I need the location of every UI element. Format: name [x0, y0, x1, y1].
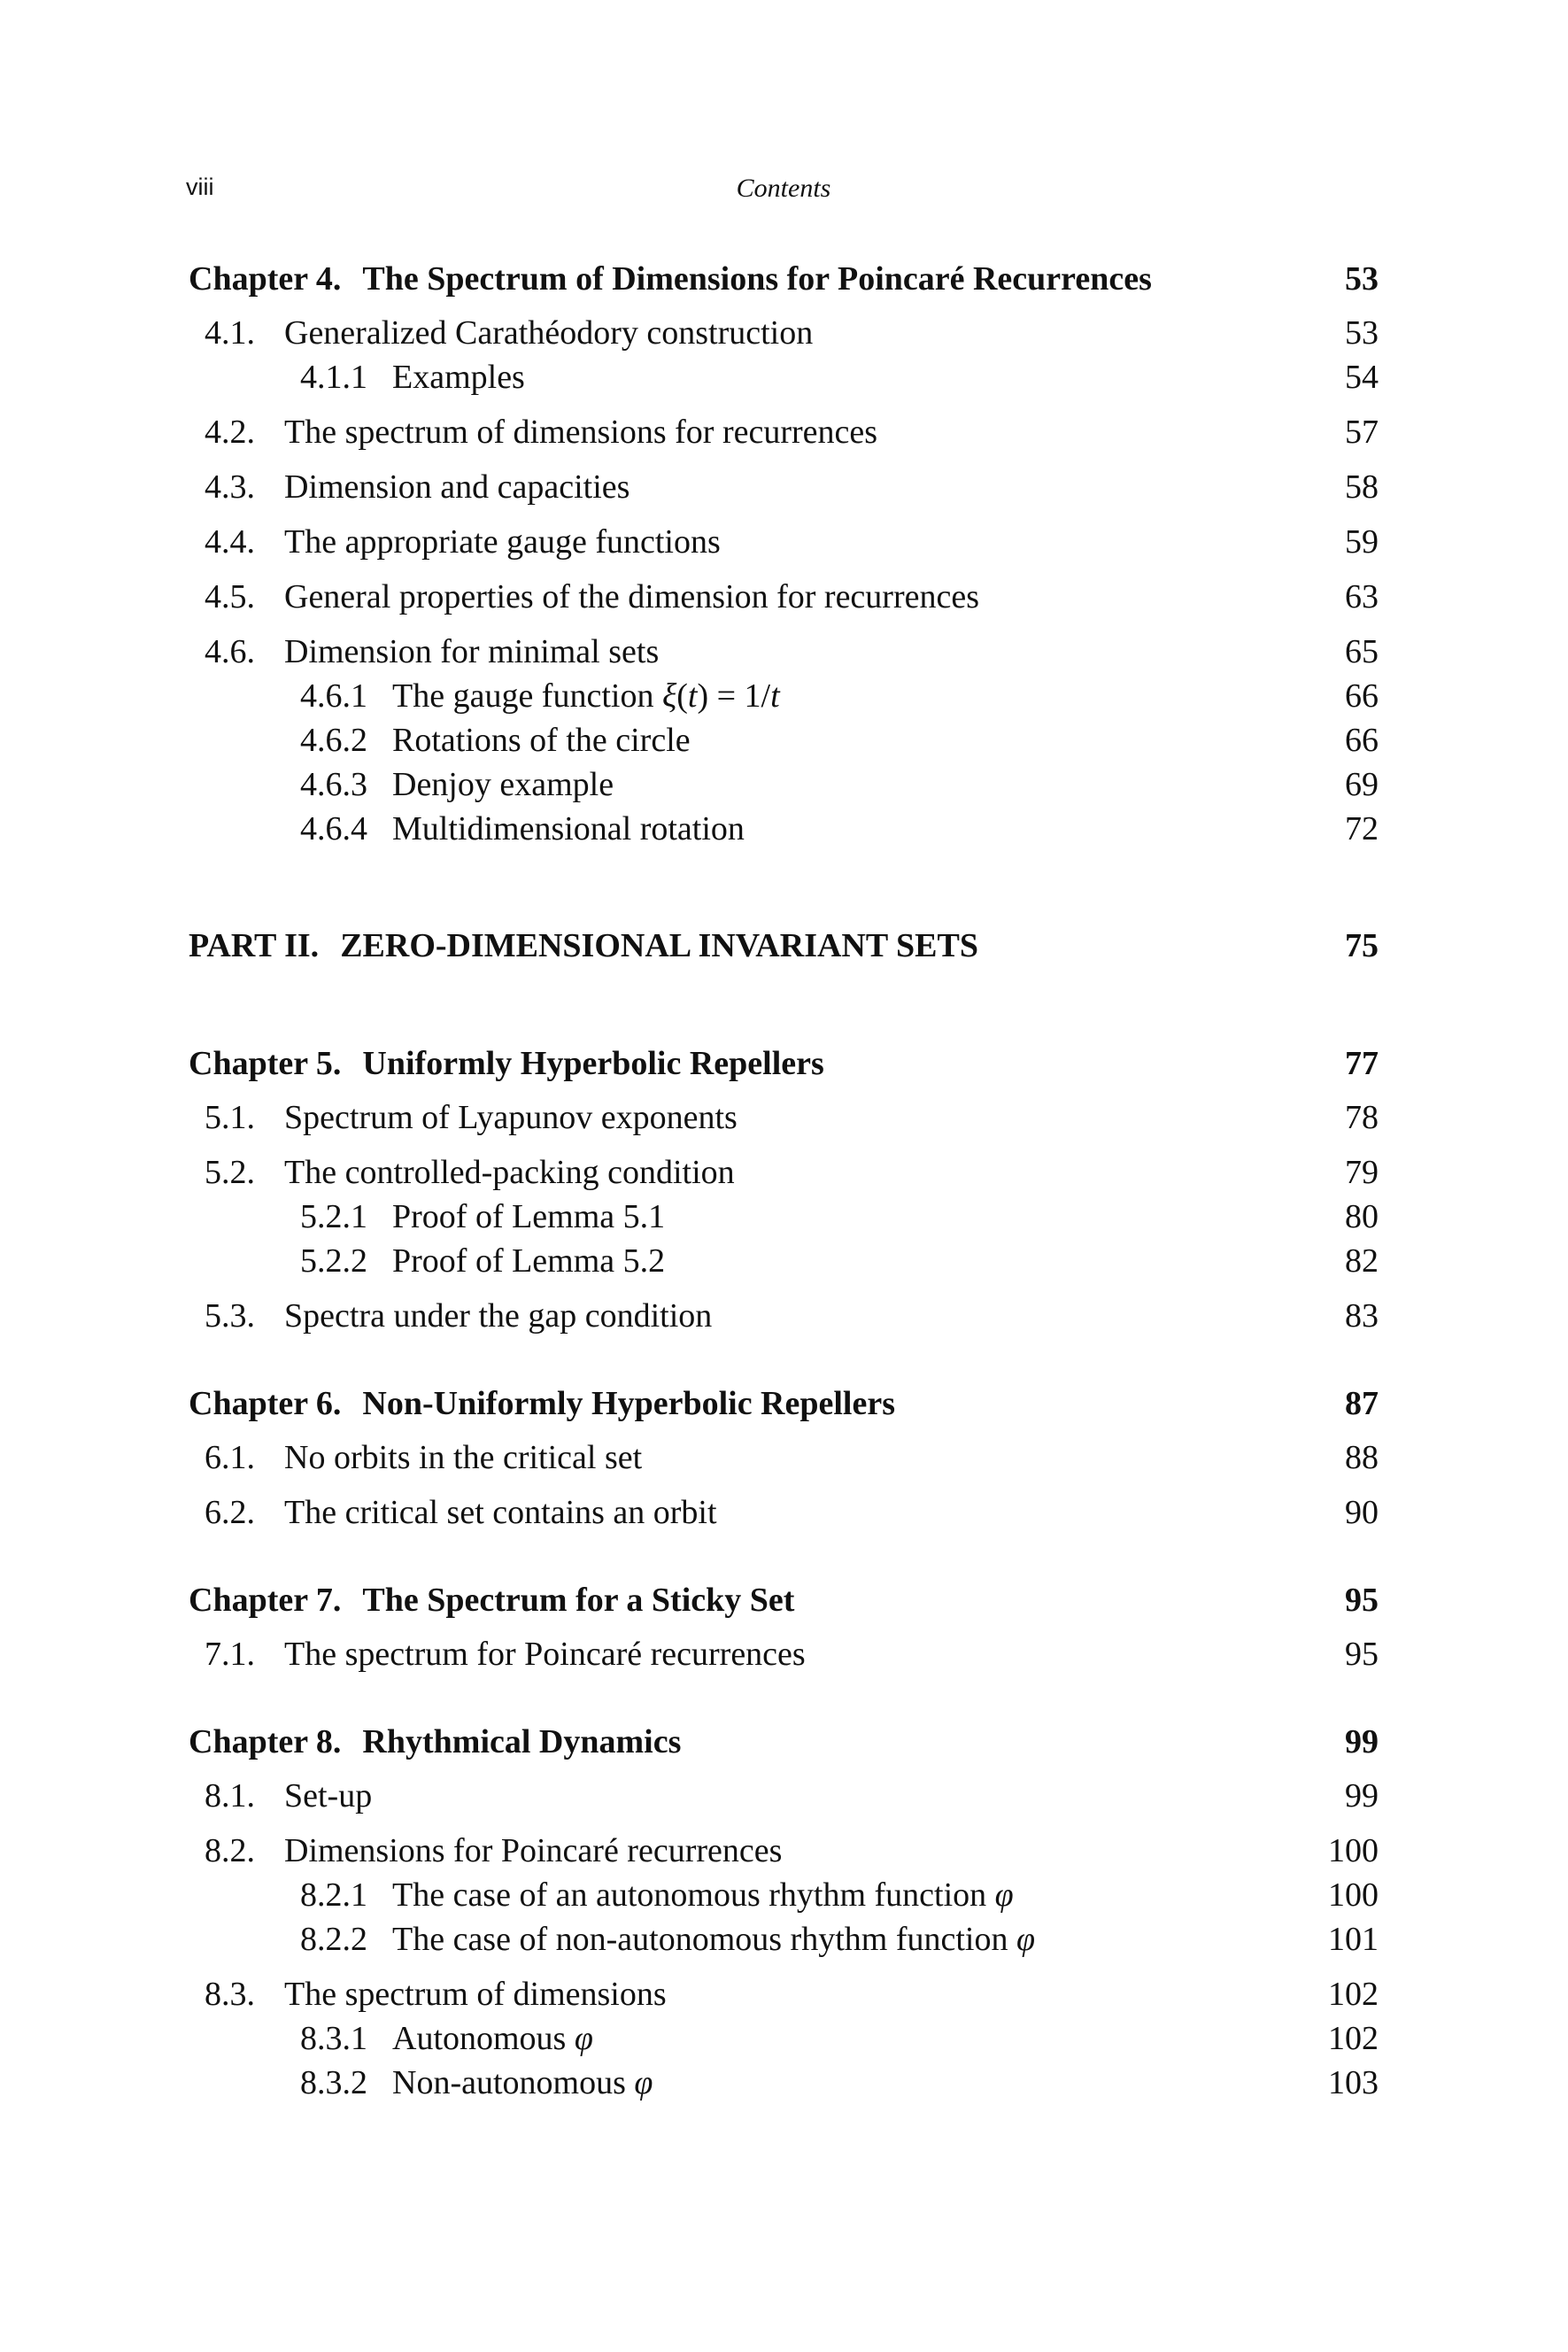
- entry-title: Uniformly Hyperbolic Repellers: [362, 1045, 824, 1082]
- entry-title: Spectra under the gap condition: [284, 1297, 713, 1335]
- entry-page: 53: [1345, 260, 1379, 298]
- entry-title: Spectrum of Lyapunov exponents: [284, 1099, 738, 1136]
- entry-title: Non-autonomous φ: [392, 2064, 653, 2101]
- entry-page: 65: [1345, 633, 1379, 670]
- entry-page: 58: [1345, 468, 1379, 506]
- toc-entry-chapter: [189, 1041, 1379, 1087]
- entry-number: 6.2.: [205, 1494, 255, 1531]
- entry-number: Chapter 4.: [189, 260, 342, 298]
- toc-entry-chapter: [189, 1381, 1379, 1427]
- entry-number: 4.6.4: [300, 810, 367, 847]
- entry-page: 102: [1328, 2020, 1379, 2057]
- entry-page: 83: [1345, 1297, 1379, 1335]
- toc-entry-subsection: [189, 2015, 1379, 2062]
- toc-entry-section: [189, 1773, 1379, 1819]
- entry-number: 4.5.: [205, 578, 255, 615]
- toc-entry-section: [189, 519, 1379, 565]
- entry-number: 5.2.2: [300, 1242, 367, 1280]
- toc-entry-section: [189, 1095, 1379, 1141]
- entry-number: 8.1.: [205, 1777, 255, 1814]
- toc-entry-section: [189, 1435, 1379, 1481]
- toc-entry-section: [189, 464, 1379, 510]
- entry-title: The Spectrum of Dimensions for Poincaré Recurrences: [362, 260, 1152, 298]
- toc-entry-section: [189, 629, 1379, 675]
- entry-page: 54: [1345, 359, 1379, 396]
- toc-entry-subsection: [189, 1194, 1379, 1240]
- toc-entry-subsection: [189, 1238, 1379, 1284]
- table-of-contents: [189, 0, 1379, 2352]
- toc-entry-chapter: [189, 1719, 1379, 1765]
- toc-entry-section: [189, 1489, 1379, 1536]
- entry-number: 4.6.2: [300, 722, 367, 759]
- entry-page: 103: [1328, 2064, 1379, 2101]
- entry-number: 4.2.: [205, 414, 255, 451]
- entry-title: Autonomous φ: [392, 2020, 593, 2057]
- entry-page: 72: [1345, 810, 1379, 847]
- entry-title: No orbits in the critical set: [284, 1439, 643, 1476]
- entry-number: Chapter 6.: [189, 1385, 342, 1422]
- entry-title: ZERO-DIMENSIONAL INVARIANT SETS: [340, 927, 978, 964]
- toc-entry-subsection: [189, 2060, 1379, 2106]
- entry-page: 77: [1345, 1045, 1379, 1082]
- entry-title: The controlled-packing condition: [284, 1154, 735, 1191]
- toc-entry-section: [189, 1828, 1379, 1874]
- entry-title: Proof of Lemma 5.2: [392, 1242, 666, 1280]
- entry-page: 75: [1345, 927, 1379, 964]
- toc-entry-section: [189, 1293, 1379, 1339]
- entry-number: 7.1.: [205, 1636, 255, 1673]
- entry-number: 4.6.1: [300, 677, 367, 715]
- toc-entry-part: [189, 923, 1379, 969]
- toc-entry-section: [189, 574, 1379, 620]
- entry-title: The case of non-autonomous rhythm function φ: [392, 1921, 1035, 1958]
- entry-page: 90: [1345, 1494, 1379, 1531]
- entry-page: 82: [1345, 1242, 1379, 1280]
- entry-title: Examples: [392, 359, 525, 396]
- entry-page: 78: [1345, 1099, 1379, 1136]
- entry-title: Dimensions for Poincaré recurrences: [284, 1832, 783, 1869]
- toc-entry-subsection: [189, 673, 1379, 719]
- entry-page: 99: [1345, 1723, 1379, 1760]
- entry-number: Chapter 5.: [189, 1045, 342, 1082]
- toc-entry-subsection: [189, 717, 1379, 763]
- entry-title: General properties of the dimension for recurrences: [284, 578, 979, 615]
- toc-entry-subsection: [189, 1916, 1379, 1962]
- entry-title: The spectrum of dimensions: [284, 1976, 667, 2013]
- entry-number: 8.2.: [205, 1832, 255, 1869]
- entry-page: 88: [1345, 1439, 1379, 1476]
- entry-title: Set-up: [284, 1777, 373, 1814]
- entry-title: Rhythmical Dynamics: [362, 1723, 682, 1760]
- toc-entry-subsection: [189, 806, 1379, 852]
- entry-page: 80: [1345, 1198, 1379, 1235]
- toc-entry-section: [189, 1631, 1379, 1677]
- entry-title: Dimension for minimal sets: [284, 633, 660, 670]
- running-head: Contents: [736, 174, 831, 203]
- entry-number: 5.2.1: [300, 1198, 367, 1235]
- entry-page: 66: [1345, 677, 1379, 715]
- entry-title: Dimension and capacities: [284, 468, 630, 506]
- toc-entry-chapter: [189, 1577, 1379, 1623]
- entry-page: 100: [1328, 1876, 1379, 1914]
- entry-number: PART II.: [189, 927, 320, 964]
- entry-title: Generalized Carathéodory construction: [284, 314, 814, 352]
- toc-entry-section: [189, 1149, 1379, 1195]
- entry-title: The spectrum of dimensions for recurrences: [284, 414, 878, 451]
- entry-page: 95: [1345, 1636, 1379, 1673]
- entry-title: Multidimensional rotation: [392, 810, 745, 847]
- entry-page: 79: [1345, 1154, 1379, 1191]
- entry-page: 100: [1328, 1832, 1379, 1869]
- entry-page: 53: [1345, 314, 1379, 352]
- entry-title: Proof of Lemma 5.1: [392, 1198, 666, 1235]
- entry-title: Rotations of the circle: [392, 722, 691, 759]
- entry-title: The critical set contains an orbit: [284, 1494, 717, 1531]
- entry-page: 87: [1345, 1385, 1379, 1422]
- toc-entry-subsection: [189, 1872, 1379, 1918]
- entry-title: The appropriate gauge functions: [284, 523, 721, 561]
- entry-number: 5.3.: [205, 1297, 255, 1335]
- entry-number: 4.1.1: [300, 359, 367, 396]
- entry-number: 4.4.: [205, 523, 255, 561]
- page-number-folio: viii: [186, 174, 214, 200]
- entry-title: The case of an autonomous rhythm function φ: [392, 1876, 1014, 1914]
- entry-page: 102: [1328, 1976, 1379, 2013]
- entry-title: Non-Uniformly Hyperbolic Repellers: [362, 1385, 896, 1422]
- toc-entry-chapter: [189, 256, 1379, 302]
- entry-page: 63: [1345, 578, 1379, 615]
- toc-entry-subsection: [189, 762, 1379, 808]
- toc-entry-section: [189, 409, 1379, 455]
- entry-number: 4.1.: [205, 314, 255, 352]
- entry-number: 8.2.2: [300, 1921, 367, 1958]
- entry-title: The spectrum for Poincaré recurrences: [284, 1636, 806, 1673]
- entry-page: 66: [1345, 722, 1379, 759]
- entry-number: 5.2.: [205, 1154, 255, 1191]
- toc-entry-subsection: [189, 354, 1379, 400]
- entry-title: Denjoy example: [392, 766, 614, 803]
- entry-number: Chapter 8.: [189, 1723, 342, 1760]
- entry-page: 95: [1345, 1582, 1379, 1619]
- entry-number: 5.1.: [205, 1099, 255, 1136]
- entry-page: 59: [1345, 523, 1379, 561]
- entry-number: 4.3.: [205, 468, 255, 506]
- entry-number: Chapter 7.: [189, 1582, 342, 1619]
- entry-page: 101: [1328, 1921, 1379, 1958]
- entry-number: 8.3.2: [300, 2064, 367, 2101]
- entry-number: 8.2.1: [300, 1876, 367, 1914]
- entry-number: 4.6.3: [300, 766, 367, 803]
- entry-number: 8.3.: [205, 1976, 255, 2013]
- toc-entry-section: [189, 1971, 1379, 2017]
- entry-page: 69: [1345, 766, 1379, 803]
- entry-number: 8.3.1: [300, 2020, 367, 2057]
- entry-title: The gauge function ξ(t) = 1/t: [392, 677, 780, 715]
- entry-title: The Spectrum for a Sticky Set: [362, 1582, 795, 1619]
- toc-entry-section: [189, 310, 1379, 356]
- entry-number: 4.6.: [205, 633, 255, 670]
- entry-page: 57: [1345, 414, 1379, 451]
- entry-page: 99: [1345, 1777, 1379, 1814]
- entry-number: 6.1.: [205, 1439, 255, 1476]
